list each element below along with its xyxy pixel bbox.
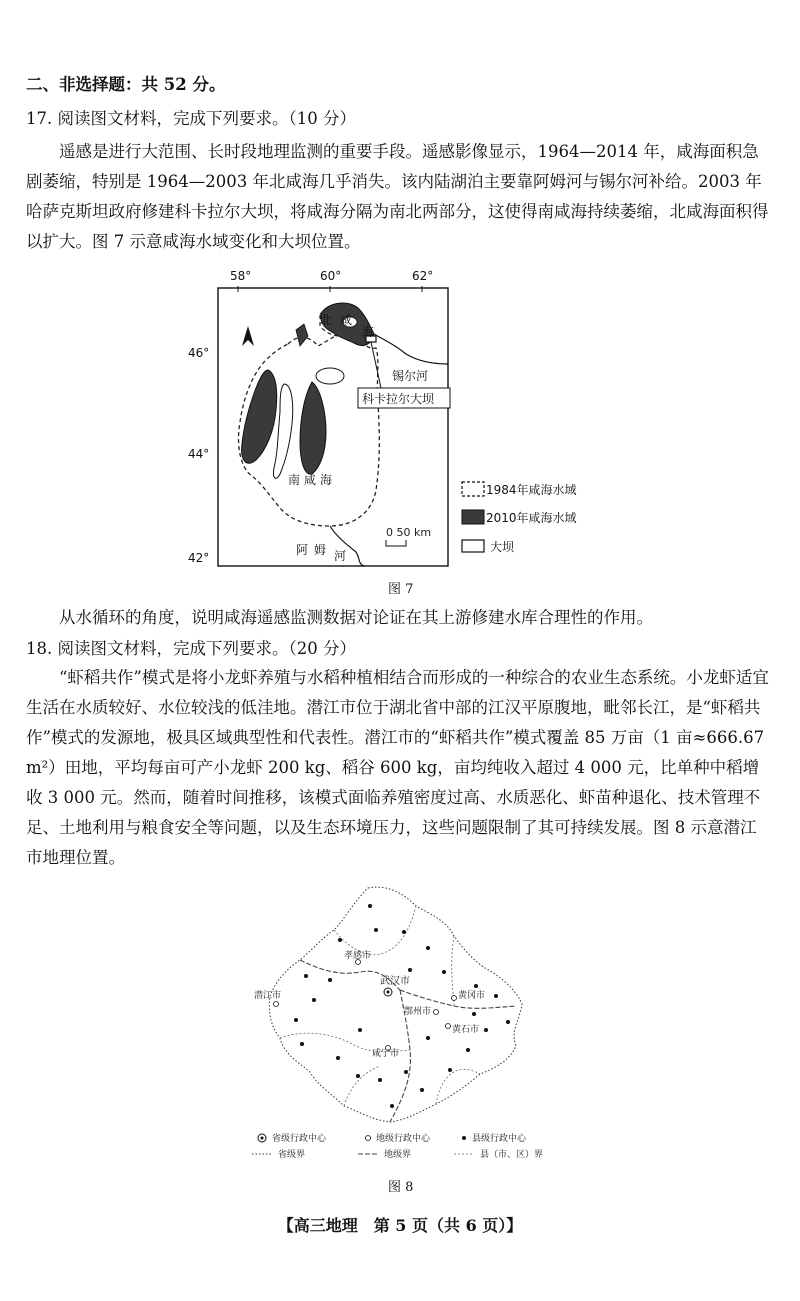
section-heading: 二、非选择题：共 52 分。 xyxy=(26,75,226,94)
amu-char-2: 姆 xyxy=(314,543,327,557)
q18-paragraph: “虾稻共作”模式是将小龙虾养殖与水稻种植相结合而形成的一种综合的农业生态系统。小龙虾适宜生活在水质较好、水位较浅的低洼地。潜江市位于湖北省中部的江汉平原腹地，毗邻长江，是“虾稻共作”模式的发源地，极具区域典型性和代表性。潜江市的“虾稻共作”模式覆盖 85 万亩（1 亩≈666.67 m²）田地，平均每亩可产小龙虾 200 kg、稻谷 600 kg，亩均纯收入超过 4 000 元，比单种中稻增收 3 000 元。然而，随着时间推移，该模式面临养殖密度过高、水质恶化、虾苗种退化、技术管理不足、土地利用与粮食安全等问题，以及生态环境压力，这些问题限制了其可持续发展。图 8 示意潜江市地理位置。 xyxy=(26,668,769,867)
lat-label-44: 44° xyxy=(188,447,210,461)
q17-paragraph: 遥感是进行大范围、长时段地理监测的重要手段。遥感影像显示，1964—2014 年，咸海面积急剧萎缩，特别是 1964—2003 年北咸海几乎消失。该内陆湖泊主要靠阿姆河与锡尔河补给。2003 年哈萨克斯坦政府修建科卡拉尔大坝，将咸海分隔为南北两部分，这使得南咸海持续萎缩，北咸海面积得以扩大。图 7 示意咸海水域变化和大坝位置。 xyxy=(26,142,769,251)
legend-2010: 2010年咸海水域 xyxy=(486,511,577,525)
lon-label-60: 60° xyxy=(320,269,342,283)
amu-char-3: 河 xyxy=(334,549,347,563)
city-huanggang: 黄冈市 xyxy=(458,991,486,1001)
south-sea-char-2: 咸 xyxy=(304,473,317,487)
city-xianning: 咸宁市 xyxy=(372,1049,400,1059)
north-arrow-icon xyxy=(242,326,254,346)
q17-title: 17. 阅读图文材料，完成下列要求。（10 分） xyxy=(26,109,356,128)
lat-label-46: 46° xyxy=(188,346,210,360)
syr-river-label: 锡尔河 xyxy=(392,369,429,383)
city-wuhan: 武汉市 xyxy=(380,976,410,987)
city-huangshi: 黄石市 xyxy=(452,1025,480,1035)
south-sea-char-1: 南 xyxy=(288,473,301,487)
city-xiaogan: 孝感市 xyxy=(344,951,372,961)
legend-provincial-center: 省级行政中心 xyxy=(272,1134,327,1144)
syr-river xyxy=(374,334,448,364)
figure8-legend xyxy=(252,1132,543,1160)
figure7-caption: 图 7 xyxy=(388,582,414,597)
legend-dam: 大坝 xyxy=(490,540,515,554)
lat-label-42: 42° xyxy=(188,551,210,565)
south-aral-west-2010 xyxy=(242,370,277,463)
figure7-legend xyxy=(462,482,577,554)
south-sea-char-3: 海 xyxy=(320,473,333,487)
figure7-map xyxy=(180,264,600,574)
north-sea-char-3: 海 xyxy=(362,325,375,339)
scale-label: 0 50 km xyxy=(386,526,432,539)
page-footer: 【高三地理 第 5 页（共 6 页）】 xyxy=(277,1216,523,1235)
north-sea-char-1: 北 xyxy=(320,313,333,327)
legend-prefecture-center: 地级行政中心 xyxy=(376,1134,431,1144)
legend-1984: 1984年咸海水域 xyxy=(486,483,577,497)
legend-county-boundary: 县（市、区）界 xyxy=(480,1150,544,1160)
lon-label-62: 62° xyxy=(412,269,434,283)
q18-title: 18. 阅读图文材料，完成下列要求。（20 分） xyxy=(26,639,356,658)
figure8-map xyxy=(240,880,560,1170)
county-centers xyxy=(294,904,510,1108)
q17-question: 从水循环的角度，说明咸海遥感监测数据对论证在其上游修建水库合理性的作用。 xyxy=(59,608,653,627)
lon-label-58: 58° xyxy=(230,269,252,283)
legend-prefecture-boundary: 地级界 xyxy=(384,1150,412,1160)
legend-provincial-boundary: 省级界 xyxy=(278,1150,306,1160)
amu-char-1: 阿 xyxy=(296,543,309,557)
city-ezhou: 鄂州市 xyxy=(404,1007,432,1017)
scale-bar xyxy=(386,526,431,546)
dam-label: 科卡拉尔大坝 xyxy=(362,392,435,406)
north-sea-char-2: 咸 xyxy=(340,313,353,327)
legend-county-center: 县级行政中心 xyxy=(472,1134,527,1144)
hubei-region-outline xyxy=(269,887,522,1122)
south-aral-east-2010 xyxy=(300,382,326,474)
figure8-caption: 图 8 xyxy=(388,1180,414,1195)
city-qianjiang: 潜江市 xyxy=(254,991,282,1001)
